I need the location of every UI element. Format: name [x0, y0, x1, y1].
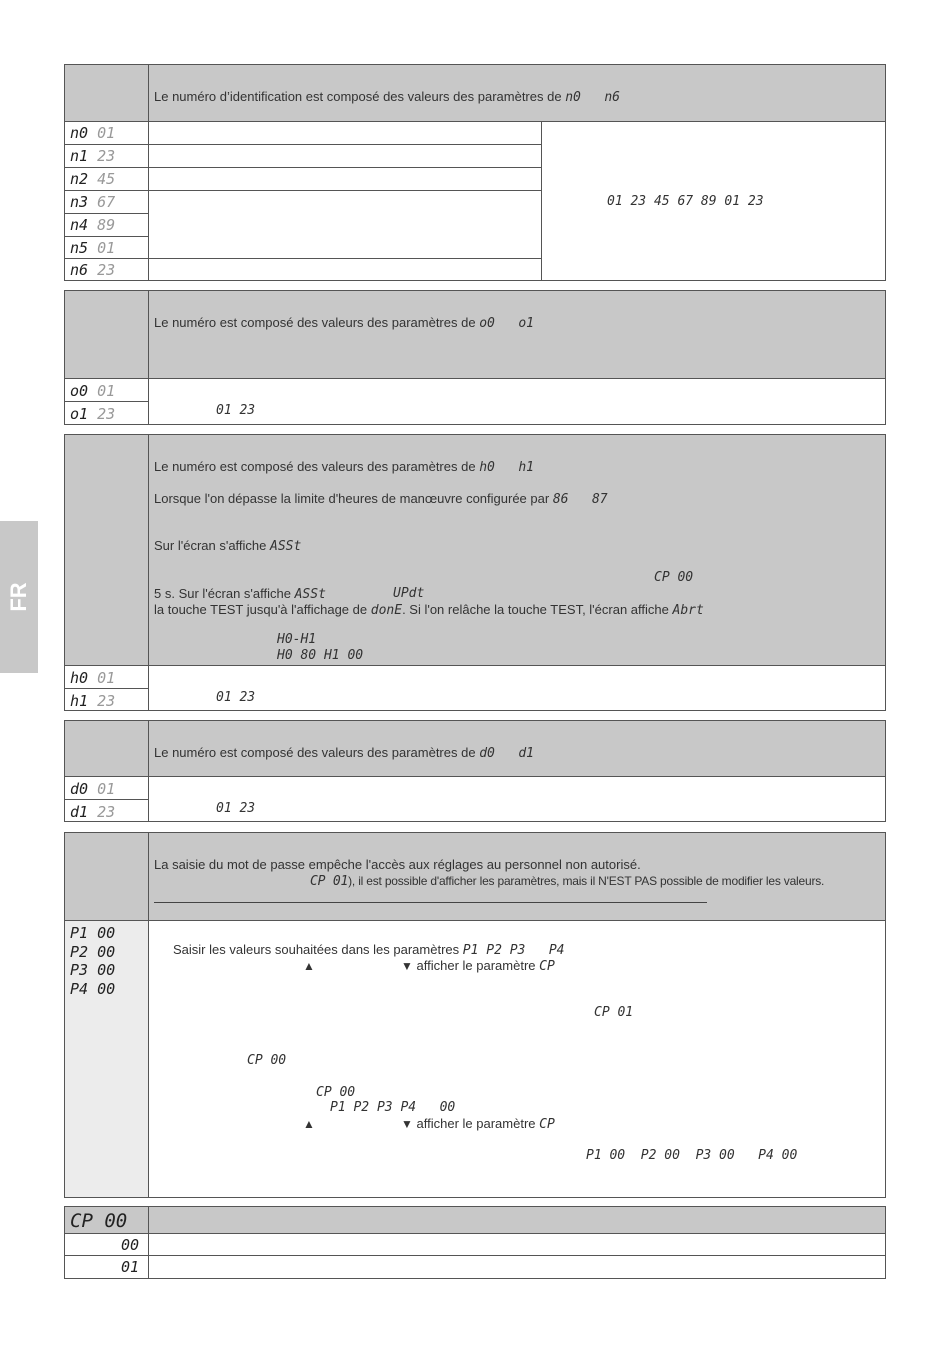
- cp-row: 00: [121, 1236, 140, 1254]
- cp-row: 01: [121, 1258, 140, 1276]
- param-row: n0 01: [70, 124, 116, 142]
- param-row: h0 01: [70, 669, 116, 687]
- param-row: n5 01: [70, 239, 116, 257]
- param-row: n4 89: [70, 216, 116, 234]
- serial-table: [64, 290, 886, 425]
- example-value: 01 23 45 67 89 01 23: [607, 194, 764, 209]
- param-row: P2 00: [70, 943, 116, 961]
- section-line: 5 s. Sur l'écran s'affiche ASSt: [154, 586, 326, 602]
- param-row: n2 45: [70, 170, 116, 188]
- instruction-line: ▼ afficher le paramètre CP: [401, 1116, 555, 1132]
- language-tab: [0, 521, 38, 673]
- section-line: Lorsque l'on dépasse la limite d'heures de manœuvre configurée par 86 87: [154, 491, 608, 507]
- cp-code: CP 00: [654, 570, 694, 585]
- section-line: la touche TEST jusqu'à l'affichage de donE. Si l'on relâche la touche TEST, l'écran affiche Abrt: [154, 602, 704, 618]
- section-description: Le numéro est composé des valeurs des paramètres de d0 d1: [154, 745, 534, 761]
- section-header: [65, 291, 885, 379]
- param-row: o1 23: [70, 405, 116, 423]
- param-row: o0 01: [70, 382, 116, 400]
- section-line: CP 01), il est possible d'afficher les paramètres, mais il N'EST PAS possible de modifier les valeurs.: [310, 874, 825, 889]
- code: P1 P2 P3 P4 00: [330, 1100, 456, 1115]
- section-line: Le numéro est composé des valeurs des paramètres de h0 h1: [154, 459, 534, 475]
- param-row: P1 00: [70, 924, 116, 942]
- up-arrow-icon: ▲: [303, 1117, 315, 1131]
- date-table: [64, 720, 886, 822]
- code: H0 80 H1 00: [277, 648, 364, 663]
- section-description: Le numéro d’identification est composé des valeurs des paramètres de n0 n6: [154, 89, 620, 105]
- cp-table: [64, 1206, 886, 1279]
- identification-table: [64, 64, 886, 281]
- param-row: d1 23: [70, 803, 116, 821]
- param-row: n3 67: [70, 193, 116, 211]
- example-value: 01 23: [216, 690, 256, 705]
- example-value: 01 23: [216, 801, 256, 816]
- code: CP 00: [316, 1085, 356, 1100]
- section-description: Le numéro est composé des valeurs des paramètres de o0 o1: [154, 315, 534, 331]
- hours-table: [64, 434, 886, 711]
- up-arrow-icon: ▲: [303, 959, 315, 973]
- down-arrow-icon: ▼: [401, 1117, 413, 1131]
- param-row: P4 00: [70, 980, 116, 998]
- down-arrow-icon: ▼: [401, 959, 413, 973]
- code: H0-H1: [277, 632, 317, 647]
- param-row: n6 23: [70, 261, 116, 279]
- param-row: P3 00: [70, 961, 116, 979]
- instruction-line: ▼ afficher le paramètre CP: [401, 958, 555, 974]
- code: P1 00 P2 00 P3 00 P4 00: [586, 1148, 798, 1163]
- code: CP 00: [247, 1053, 287, 1068]
- instruction-line: Saisir les valeurs souhaitées dans les paramètres P1 P2 P3 P4: [173, 942, 565, 958]
- example-value: 01 23: [216, 403, 256, 418]
- cp-header: CP 00: [70, 1210, 128, 1232]
- section-header: [65, 1207, 885, 1234]
- password-table: [64, 832, 886, 1198]
- language-tab-label: FR: [6, 582, 31, 612]
- param-row: h1 23: [70, 692, 116, 710]
- code: UPdt: [393, 586, 425, 601]
- section-line: Sur l'écran s'affiche ASSt: [154, 538, 302, 554]
- code: CP 01: [594, 1005, 634, 1020]
- param-row: d0 01: [70, 780, 116, 798]
- section-line: La saisie du mot de passe empêche l'accès aux réglages au personnel non autorisé.: [154, 857, 641, 872]
- param-row: n1 23: [70, 147, 116, 165]
